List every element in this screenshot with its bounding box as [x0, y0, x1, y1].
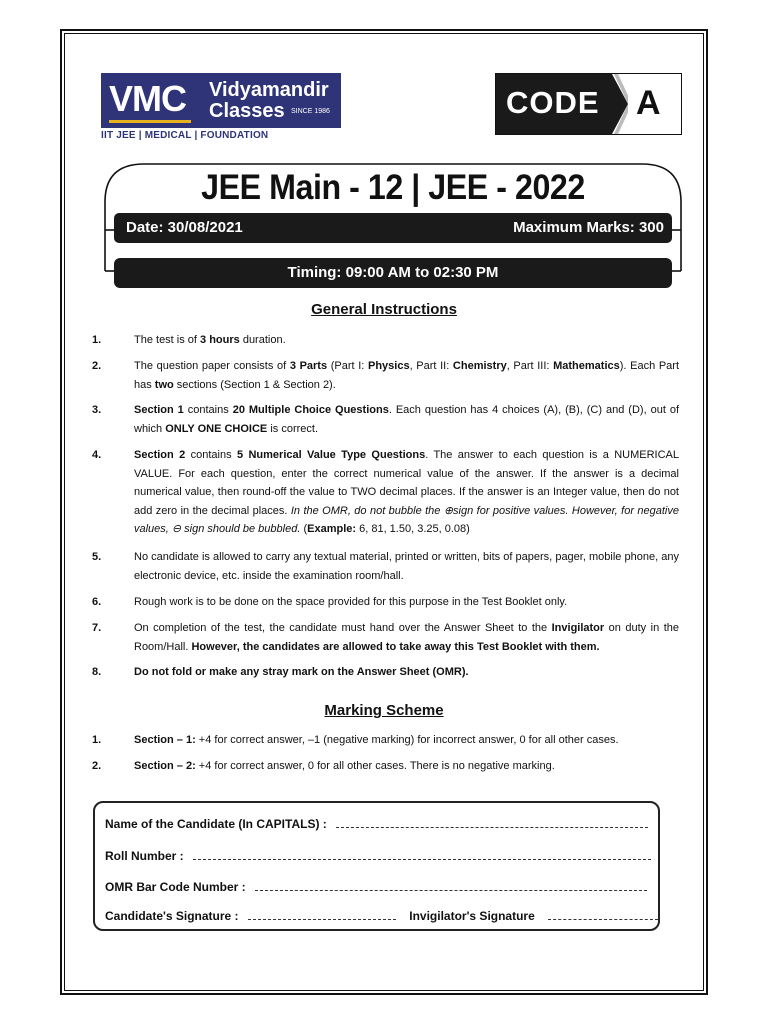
marking-item	[92, 731, 679, 750]
instruction-number: 5.	[92, 551, 102, 563]
marking-number: 2.	[92, 760, 102, 772]
instruction-item	[92, 663, 679, 682]
instruction-number: 3.	[92, 404, 102, 416]
exam-date: Date: 30/08/2021	[126, 219, 243, 236]
logo-underline	[109, 120, 191, 123]
exam-timing: Timing: 09:00 AM to 02:30 PM	[114, 258, 672, 288]
logo-name-line2: Classes	[209, 100, 285, 122]
code-arrow-icon	[606, 74, 628, 134]
instruction-number: 1.	[92, 334, 102, 346]
paper-code-box	[495, 73, 682, 135]
marking-text: Section – 1: +4 for correct answer, –1 (negative marking) for incorrect answer, 0 for all other cases.	[134, 734, 619, 746]
candidate-name-label: Name of the Candidate (In CAPITALS) :	[105, 817, 327, 831]
omr-barcode-label: OMR Bar Code Number :	[105, 880, 246, 894]
marking-scheme-heading: Marking Scheme	[324, 702, 444, 719]
instruction-item	[92, 619, 679, 656]
instruction-item	[92, 446, 679, 539]
instruction-text: Do not fold or make any stray mark on the Answer Sheet (OMR).	[134, 666, 469, 678]
code-label: CODE	[506, 85, 600, 120]
candidate-name-field[interactable]	[336, 816, 648, 828]
instruction-number: 2.	[92, 360, 102, 372]
instruction-item	[92, 401, 679, 438]
instruction-number: 4.	[92, 449, 102, 461]
logo-tagline: IIT JEE | MEDICAL | FOUNDATION	[101, 130, 269, 141]
instruction-text: No candidate is allowed to carry any textual material, printed or written, bits of papers, pager, mobile phone, any electronic device, etc. inside the examination room/hall.	[134, 551, 679, 582]
code-value: A	[636, 84, 661, 122]
logo-name-line1: Vidyamandir	[209, 79, 329, 101]
marking-number: 1.	[92, 734, 102, 746]
signature-row	[105, 908, 658, 923]
maximum-marks: Maximum Marks: 300	[513, 219, 664, 236]
instruction-text: On completion of the test, the candidate must hand over the Answer Sheet to the Invigilator on duty in the Room/Hall. However, the candidates are allowed to take away this Test Booklet with them.	[134, 622, 679, 653]
invigilator-signature-label: Invigilator's Signature	[409, 909, 535, 923]
roll-number-field[interactable]	[193, 848, 651, 860]
instruction-item	[92, 593, 679, 612]
vmc-logo	[101, 73, 341, 128]
marking-text: Section – 2: +4 for correct answer, 0 for all other cases. There is no negative marking.	[134, 760, 555, 772]
instruction-number: 8.	[92, 666, 102, 678]
instruction-item	[92, 357, 679, 394]
omr-barcode-row	[105, 879, 647, 894]
roll-number-row	[105, 848, 651, 863]
logo-since: SINCE 1986	[291, 108, 330, 115]
marking-item	[92, 757, 679, 776]
code-label-panel	[496, 74, 606, 134]
exam-title: JEE Main - 12 | JEE - 2022	[201, 168, 585, 207]
instruction-number: 7.	[92, 622, 102, 634]
instruction-text: Section 2 contains 5 Numerical Value Type Questions. The answer to each question is a NUMERICAL VALUE. For each question, enter the correct numerical value of the answer. If the answer is a decimal numerical value, then round-off the value to TWO decimal places. If the answer is an Integer value, then do not add zero in the decimal places. In the OMR, do not bubble the ⊕sign for positive values. However, for negative values, ⊖ sign should be bubbled. (Example: 6, 81, 1.50, 3.25, 0.08)	[134, 449, 680, 535]
candidate-name-row	[105, 816, 648, 831]
invigilator-signature-field[interactable]	[548, 908, 658, 920]
candidate-signature-field[interactable]	[248, 908, 396, 920]
candidate-signature-label: Candidate's Signature :	[105, 909, 239, 923]
instruction-item	[92, 548, 679, 585]
date-marks-bar	[114, 213, 672, 243]
roll-number-label: Roll Number :	[105, 849, 184, 863]
instruction-text: Rough work is to be done on the space provided for this purpose in the Test Booklet only.	[134, 596, 568, 608]
logo-abbr: VMC	[109, 78, 186, 119]
instruction-text: The test is of 3 hours duration.	[134, 334, 286, 346]
general-instructions-heading: General Instructions	[311, 301, 457, 318]
omr-barcode-field[interactable]	[255, 879, 647, 891]
instruction-text: The question paper consists of 3 Parts (Part I: Physics, Part II: Chemistry, Part III: Mathematics). Each Part has two sections (Section 1 & Section 2).	[134, 360, 680, 391]
instruction-item	[92, 331, 679, 350]
instruction-text: Section 1 contains 20 Multiple Choice Questions. Each question has 4 choices (A), (B), (C) and (D), out of which ONLY ONE CHOICE is correct.	[134, 404, 680, 435]
instruction-number: 6.	[92, 596, 102, 608]
